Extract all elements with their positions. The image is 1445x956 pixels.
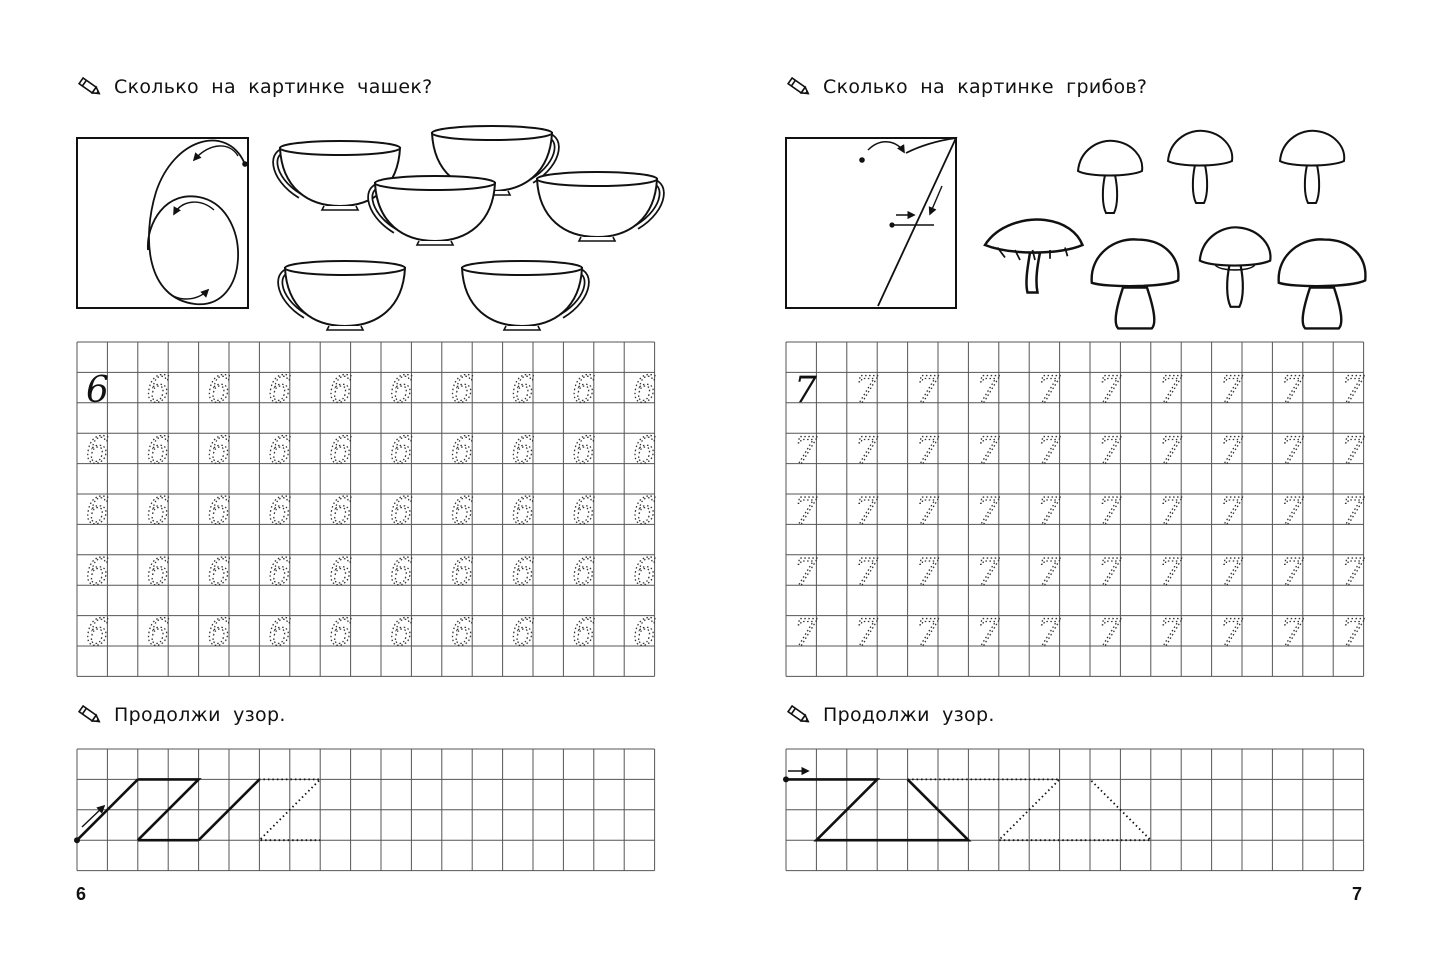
tracing-digit: 6	[511, 370, 535, 411]
task-text: Продолжи узор.	[114, 704, 286, 726]
tracing-digit: 6	[146, 370, 170, 411]
tracing-digit: 7	[1280, 613, 1304, 655]
tracing-digit: 6	[633, 552, 657, 594]
tracing-digit: 6	[633, 491, 657, 533]
tracing-digit: 7	[794, 491, 817, 533]
tracing-digit: 6	[268, 491, 292, 533]
task-text: Сколько на картинке чашек?	[114, 76, 433, 98]
tracing-digit: 6	[572, 430, 596, 472]
task-text: Сколько на картинке грибов?	[823, 76, 1148, 98]
tracing-digit: 6	[572, 613, 596, 655]
tracing-digit: 7	[976, 552, 1000, 594]
tracing-digit: 6	[146, 613, 170, 655]
page-number-left: 6	[76, 884, 87, 904]
tracing-digit: 6	[207, 430, 231, 472]
tracing-digit: 6	[390, 491, 413, 533]
tracing-digit: 7	[1098, 491, 1121, 533]
tracing-digit: 6	[572, 370, 596, 411]
tracing-digit: 7	[794, 430, 817, 472]
tracing-digit: 6	[146, 552, 170, 594]
tracing-digit: 6	[329, 370, 353, 411]
tracing-digit: 7	[854, 370, 878, 411]
tracing-digit: 7	[915, 613, 939, 655]
tracing-digit: 7	[1158, 613, 1182, 655]
tracing-digit: 7	[854, 491, 878, 533]
tracing-digit: 7	[1158, 552, 1182, 594]
tracing-digit: 6	[329, 491, 353, 533]
tracing-digit: 7	[1219, 370, 1243, 411]
tracing-digit: 6	[572, 491, 596, 533]
tracing-digit: 7	[1219, 613, 1243, 655]
tracing-digit: 6	[329, 613, 353, 655]
tracing-digit: 7	[1219, 491, 1243, 533]
handwriting-grid-seven	[786, 342, 1364, 676]
tracing-digit: 6	[86, 613, 109, 655]
tracing-digit: 6	[633, 430, 657, 472]
pattern-grid-left	[74, 749, 655, 871]
tracing-digit: 6	[207, 370, 231, 411]
tracing-digit: 6	[268, 370, 292, 411]
tracing-digit: 7	[1037, 491, 1061, 533]
tracing-digit: 7	[1098, 370, 1121, 411]
tracing-digit: 7	[915, 370, 939, 411]
tracing-digit: 7	[1158, 370, 1182, 411]
handwriting-grid-six	[77, 342, 656, 676]
tracing-digit: 6	[633, 370, 657, 411]
tracing-digit: 7	[915, 552, 939, 594]
tracing-digit: 7	[1158, 430, 1182, 472]
tracing-digit: 6	[511, 491, 535, 533]
tracing-digit: 6	[633, 613, 657, 655]
sample-digit: 7	[794, 370, 817, 411]
tracing-digit: 7	[976, 370, 1000, 411]
tracing-digit: 7	[1280, 491, 1304, 533]
tracing-digit: 6	[390, 552, 413, 594]
tracing-digit: 7	[1219, 552, 1243, 594]
tracing-digit: 7	[976, 430, 1000, 472]
tracing-digit: 7	[1098, 613, 1121, 655]
tracing-digit: 7	[854, 430, 878, 472]
tracing-digit: 6	[86, 552, 109, 594]
tracing-digit: 7	[854, 613, 878, 655]
tracing-digit: 6	[511, 613, 535, 655]
tracing-digit: 7	[1341, 552, 1365, 594]
tracing-digit: 6	[329, 430, 353, 472]
tracing-digit: 7	[1280, 552, 1304, 594]
page-number-right: 7	[1352, 884, 1363, 904]
tracing-digit: 6	[207, 491, 231, 533]
task-text: Продолжи узор.	[823, 704, 995, 726]
tracing-digit: 7	[1341, 370, 1365, 411]
tracing-digit: 7	[1037, 613, 1061, 655]
tracing-digit: 6	[390, 613, 413, 655]
tracing-digit: 7	[794, 613, 817, 655]
tracing-digit: 7	[1098, 552, 1121, 594]
tracing-digit: 7	[976, 613, 1000, 655]
tracing-digit: 6	[268, 552, 292, 594]
tracing-digit: 6	[390, 430, 413, 472]
tracing-digit: 7	[1341, 430, 1365, 472]
tracing-digit: 6	[329, 552, 353, 594]
tracing-digit: 6	[268, 613, 292, 655]
tracing-digit: 6	[450, 613, 474, 655]
tracing-digit: 7	[1037, 370, 1061, 411]
tracing-digit: 6	[86, 430, 109, 472]
tracing-digit: 6	[146, 491, 170, 533]
pattern-grid-right	[783, 749, 1364, 871]
tracing-digit: 6	[207, 552, 231, 594]
tracing-digit: 6	[450, 430, 474, 472]
tracing-digit: 6	[572, 552, 596, 594]
tracing-digit: 6	[207, 613, 231, 655]
tracing-digit: 7	[976, 491, 1000, 533]
tracing-digit: 7	[1341, 491, 1365, 533]
tracing-digit: 6	[511, 552, 535, 594]
tracing-digit: 7	[915, 491, 939, 533]
sample-digit: 6	[86, 370, 109, 411]
tracing-digit: 6	[450, 491, 474, 533]
tracing-digit: 7	[1158, 491, 1182, 533]
tracing-digit: 6	[450, 370, 474, 411]
tracing-digit: 7	[1098, 430, 1121, 472]
tracing-digit: 6	[146, 430, 170, 472]
tracing-digit: 7	[1219, 430, 1243, 472]
tracing-digit: 7	[1280, 430, 1304, 472]
tracing-digit: 6	[511, 430, 535, 472]
tracing-digit: 7	[1280, 370, 1304, 411]
tracing-digit: 6	[86, 491, 109, 533]
tracing-digit: 6	[450, 552, 474, 594]
tracing-digit: 7	[854, 552, 878, 594]
tracing-digit: 7	[915, 430, 939, 472]
tracing-digit: 7	[794, 552, 817, 594]
tracing-digit: 7	[1037, 552, 1061, 594]
tracing-digit: 7	[1341, 613, 1365, 655]
tracing-digit: 6	[390, 370, 413, 411]
tracing-digit: 6	[268, 430, 292, 472]
tracing-digit: 7	[1037, 430, 1061, 472]
